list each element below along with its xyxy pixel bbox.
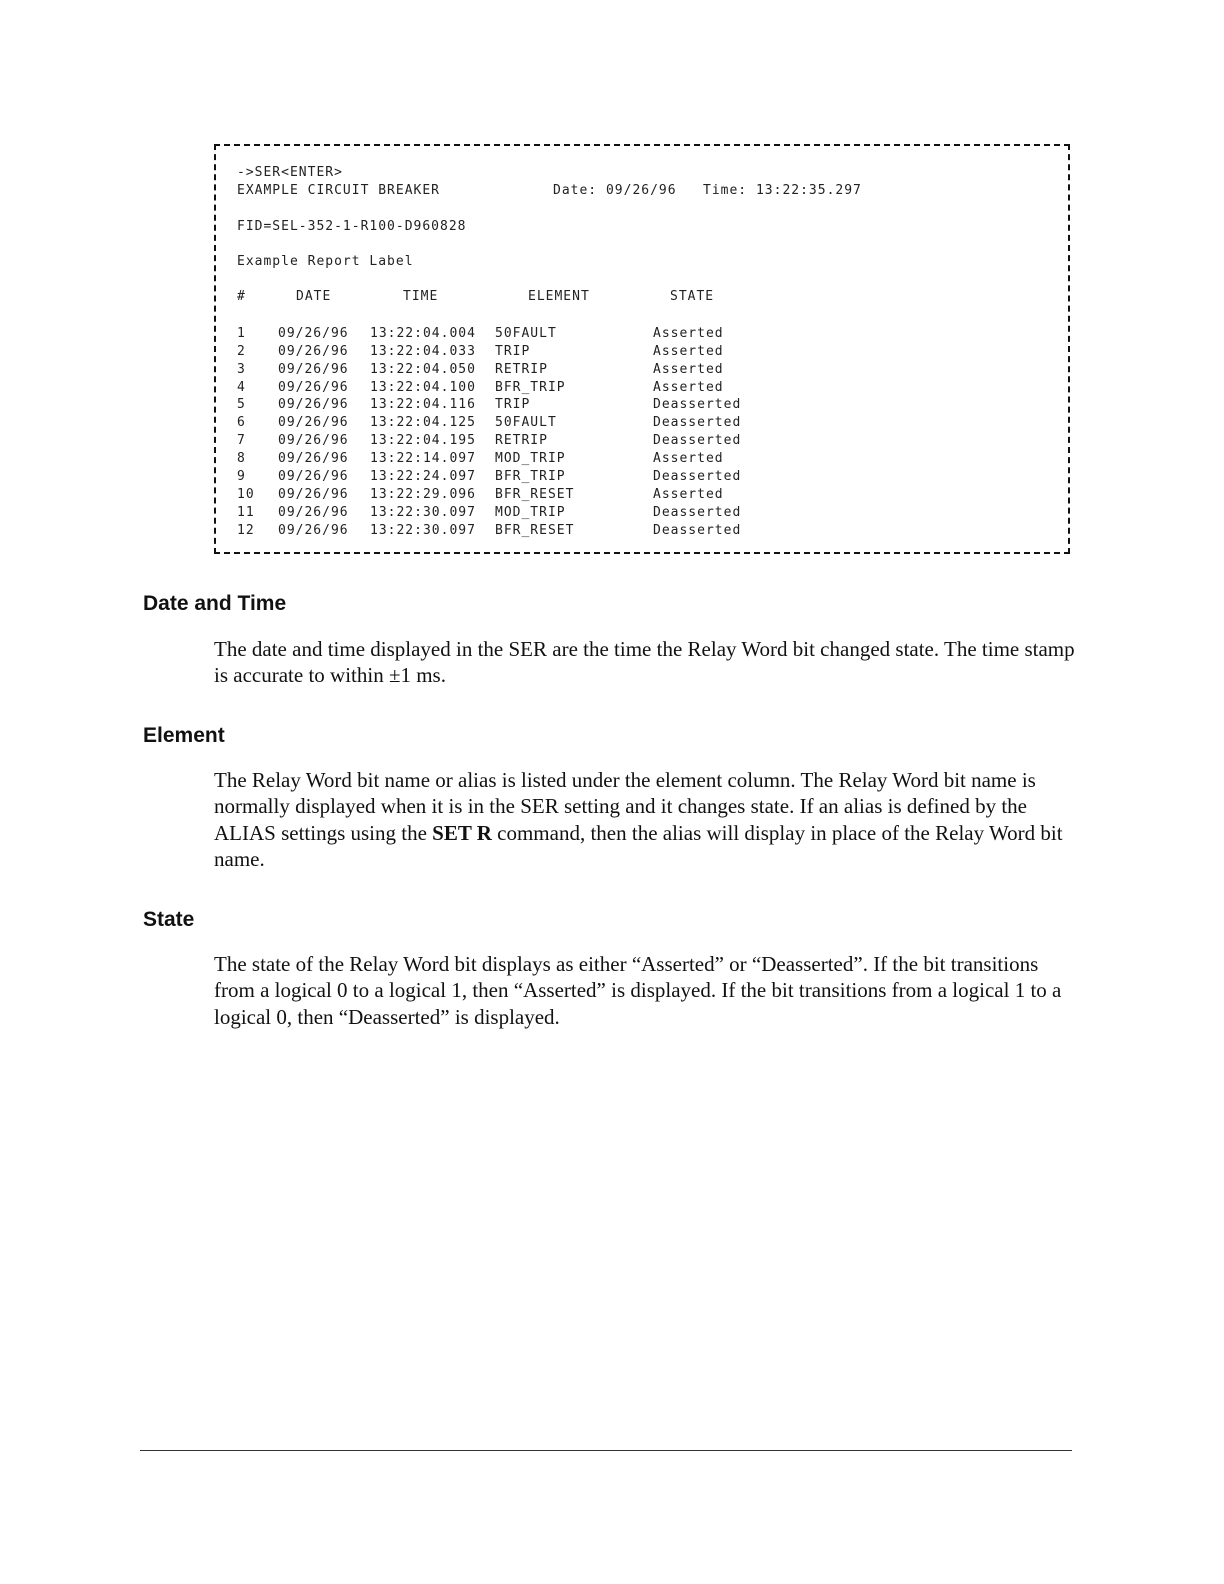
table-row [237, 487, 1057, 505]
row-element: MOD_TRIP [495, 451, 566, 466]
footer-divider [140, 1450, 1072, 1451]
row-num: 3 [237, 362, 246, 377]
command-line: ->SER<ENTER> [237, 165, 343, 180]
table-row [237, 397, 1057, 415]
heading-date-and-time: Date and Time [143, 592, 287, 615]
row-state: Deasserted [653, 523, 742, 538]
row-time: 13:22:04.050 [370, 362, 476, 377]
table-row [237, 469, 1057, 487]
row-num: 5 [237, 397, 246, 412]
column-header-state: STATE [670, 289, 715, 304]
row-time: 13:22:04.004 [370, 326, 476, 341]
row-element: BFR_TRIP [495, 380, 566, 395]
column-header-element: ELEMENT [528, 289, 590, 304]
row-date: 09/26/96 [278, 380, 349, 395]
row-time: 13:22:04.100 [370, 380, 476, 395]
heading-state: State [143, 908, 195, 931]
row-state: Asserted [653, 362, 724, 377]
table-row [237, 380, 1057, 398]
table-row [237, 433, 1057, 451]
row-num: 12 [237, 523, 255, 538]
row-date: 09/26/96 [278, 415, 349, 430]
row-state: Asserted [653, 380, 724, 395]
row-time: 13:22:04.195 [370, 433, 476, 448]
row-date: 09/26/96 [278, 523, 349, 538]
row-state: Deasserted [653, 433, 742, 448]
row-state: Deasserted [653, 415, 742, 430]
paragraph-element-text-2: command, then the alias will display in place of the Relay Word bit name. [214, 820, 1063, 871]
table-row [237, 523, 1057, 541]
row-state: Deasserted [653, 397, 742, 412]
report-date: Date: 09/26/96 [553, 183, 677, 198]
row-time: 13:22:24.097 [370, 469, 476, 484]
row-state: Deasserted [653, 505, 742, 520]
row-element: MOD_TRIP [495, 505, 566, 520]
set-r-command: SET R [432, 820, 492, 845]
paragraph-element-text-1: The Relay Word bit name or alias is listed under the element column. The Relay Word bit name is normally displayed when it is in the SER setting and it changes state. If an alias is defined by the ALIAS settings using the [214, 768, 1036, 845]
row-date: 09/26/96 [278, 397, 349, 412]
row-element: 50FAULT [495, 415, 557, 430]
ser-terminal-output [214, 144, 1070, 554]
row-date: 09/26/96 [278, 362, 349, 377]
column-header-time: TIME [403, 289, 439, 304]
table-row [237, 326, 1057, 344]
row-num: 2 [237, 344, 246, 359]
report-label: Example Report Label [237, 254, 414, 269]
row-date: 09/26/96 [278, 344, 349, 359]
row-state: Deasserted [653, 469, 742, 484]
table-row [237, 415, 1057, 433]
paragraph-element [214, 767, 1076, 872]
column-headers [237, 289, 1057, 307]
row-num: 8 [237, 451, 246, 466]
row-num: 1 [237, 326, 246, 341]
fid-line: FID=SEL-352-1-R100-D960828 [237, 219, 467, 234]
row-element: RETRIP [495, 433, 548, 448]
row-element: BFR_RESET [495, 523, 575, 538]
row-date: 09/26/96 [278, 487, 349, 502]
row-state: Asserted [653, 487, 724, 502]
column-header-num: # [237, 289, 246, 304]
row-date: 09/26/96 [278, 326, 349, 341]
row-state: Asserted [653, 326, 724, 341]
row-element: BFR_TRIP [495, 469, 566, 484]
table-row [237, 451, 1057, 469]
row-num: 4 [237, 380, 246, 395]
row-date: 09/26/96 [278, 451, 349, 466]
row-element: 50FAULT [495, 326, 557, 341]
row-num: 10 [237, 487, 255, 502]
column-header-date: DATE [296, 289, 332, 304]
row-time: 13:22:04.033 [370, 344, 476, 359]
row-state: Asserted [653, 451, 724, 466]
row-element: BFR_RESET [495, 487, 575, 502]
row-element: TRIP [495, 344, 531, 359]
row-time: 13:22:04.116 [370, 397, 476, 412]
row-num: 7 [237, 433, 246, 448]
device-name: EXAMPLE CIRCUIT BREAKER [237, 183, 441, 198]
row-num: 6 [237, 415, 246, 430]
paragraph-state: The state of the Relay Word bit displays as either “Asserted” or “Deasserted”. If the bit transitions from a logical 0 to a logical 1, then “Asserted” is displayed. If the bit transitions from a logical 1 to a logical 0, then “Deasserted” is displayed. [214, 952, 1062, 1029]
row-state: Asserted [653, 344, 724, 359]
row-time: 13:22:30.097 [370, 505, 476, 520]
paragraph-date-and-time: The date and time displayed in the SER are the time the Relay Word bit changed state. The time stamp is accurate to within ±1 ms. [214, 637, 1075, 688]
table-row [237, 344, 1057, 362]
heading-element: Element [143, 724, 225, 747]
row-element: RETRIP [495, 362, 548, 377]
row-num: 11 [237, 505, 255, 520]
row-date: 09/26/96 [278, 433, 349, 448]
row-num: 9 [237, 469, 246, 484]
row-element: TRIP [495, 397, 531, 412]
row-time: 13:22:29.096 [370, 487, 476, 502]
row-date: 09/26/96 [278, 505, 349, 520]
row-time: 13:22:14.097 [370, 451, 476, 466]
row-time: 13:22:04.125 [370, 415, 476, 430]
table-row [237, 362, 1057, 380]
table-row [237, 505, 1057, 523]
report-time: Time: 13:22:35.297 [703, 183, 862, 198]
row-date: 09/26/96 [278, 469, 349, 484]
row-time: 13:22:30.097 [370, 523, 476, 538]
